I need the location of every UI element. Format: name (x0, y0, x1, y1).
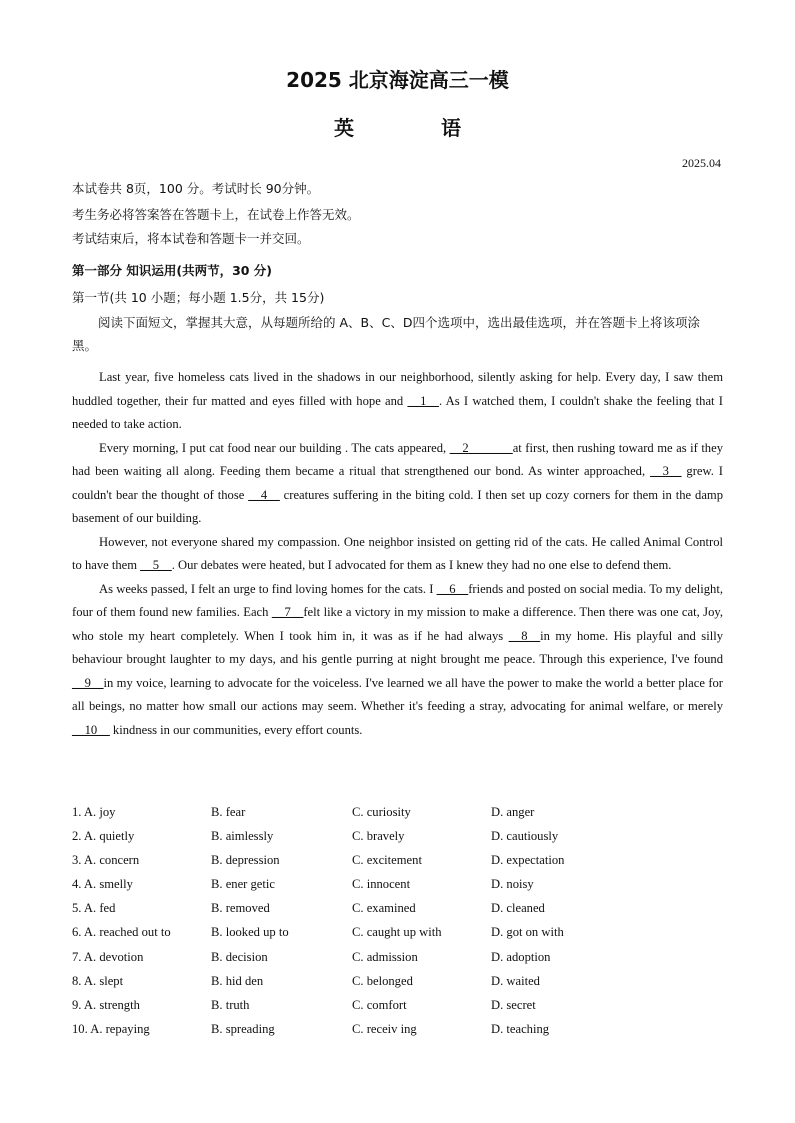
option-c: C. comfort (352, 997, 407, 1012)
question-options (72, 829, 723, 853)
instructions: 阅读下面短文，掌握其大意，从每题所给的 A、B、C、D四个选项中，选出最佳选项，并在答题卡上将该项涂黑。 (72, 315, 700, 353)
option-b: B. removed (211, 901, 270, 916)
option-c: C. receiv ing (352, 1021, 417, 1036)
blank-8: __8__ (508, 628, 541, 643)
option-a: 4. A. smelly (72, 877, 133, 892)
passage-paragraph: However, not everyone shared my compassion. One neighbor insisted on getting rid of the cats. He called Animal Control to have them __5__. Our debates were heated, but I advocated for them as I knew they had no one else to defend them. (72, 534, 723, 572)
option-b: B. looked up to (211, 925, 289, 940)
answer-options (72, 805, 723, 1046)
option-d: D. secret (491, 997, 536, 1012)
question-options (72, 998, 723, 1022)
option-d: D. cautiously (491, 829, 559, 844)
option-c: C. bravely (352, 829, 405, 844)
blank-2: __2_______ (449, 440, 513, 455)
blank-7: __7__ (271, 605, 304, 619)
option-b: B. hid den (211, 973, 264, 988)
option-c: C. admission (352, 949, 418, 964)
option-a: 3. A. concern (72, 853, 140, 868)
question-options (72, 950, 723, 974)
question-options (72, 853, 723, 877)
option-d: D. cleaned (491, 901, 545, 916)
option-d: D. waited (491, 973, 540, 988)
cloze-passage (72, 366, 723, 742)
option-b: B. spreading (211, 1021, 275, 1036)
option-a: 5. A. fed (72, 901, 116, 916)
option-b: B. aimlessly (211, 829, 274, 844)
exam-note-1: 本试卷共 8页，100 分。考试时长 90分钟。 (72, 181, 320, 196)
subject-title: 英 语 (334, 116, 501, 140)
option-b: B. decision (211, 949, 268, 964)
exam-title: 2025 北京海淀高三一模 (286, 68, 509, 92)
option-a: 1. A. joy (72, 805, 116, 819)
exam-note-2: 考生务必将答案答在答题卡上，在试卷上作答无效。 (72, 207, 360, 222)
option-b: B. ener getic (211, 877, 275, 892)
option-a: 2. A. quietly (72, 829, 135, 844)
blank-10: __10__ (72, 722, 110, 737)
option-c: C. innocent (352, 877, 411, 892)
blank-5: __5__ (140, 558, 172, 572)
option-d: D. teaching (491, 1021, 550, 1036)
question-options (72, 925, 723, 949)
passage-paragraph: Last year, five homeless cats lived in the shadows in our neighborhood, silently asking for help. Every day, I saw them huddled together, their fur matted and eyes filled with hope and __1__. As I watched them, I couldn't shake the feeling that I needed to take action. (72, 370, 723, 431)
option-c: C. excitement (352, 853, 422, 868)
option-b: B. truth (211, 997, 250, 1012)
blank-6: __6__ (436, 581, 469, 596)
blank-4: __4__ (248, 487, 280, 502)
option-c: C. caught up with (352, 925, 442, 940)
question-options (72, 877, 723, 901)
option-d: D. got on with (491, 925, 564, 940)
option-a: 10. A. repaying (72, 1021, 150, 1036)
option-a: 7. A. devotion (72, 949, 144, 964)
option-b: B. depression (211, 853, 280, 868)
option-d: D. anger (491, 805, 535, 819)
option-a: 9. A. strength (72, 997, 140, 1012)
option-b: B. fear (211, 805, 246, 819)
exam-date: 2025.04 (682, 156, 721, 170)
question-options (72, 1022, 723, 1046)
question-options (72, 901, 723, 925)
option-d: D. adoption (491, 949, 551, 964)
option-a: 6. A. reached out to (72, 925, 171, 940)
part-heading: 第一部分 知识运用(共两节，30 分) (72, 263, 273, 278)
blank-1: __1__ (407, 393, 439, 408)
option-d: D. noisy (491, 877, 534, 892)
option-a: 8. A. slept (72, 973, 124, 988)
blank-9: __9__ (72, 675, 104, 690)
blank-3: __3__ (650, 464, 682, 478)
question-options (72, 974, 723, 998)
exam-note-3: 考试结束后，将本试卷和答题卡一并交回。 (72, 231, 310, 246)
option-c: C. curiosity (352, 805, 411, 819)
option-d: D. expectation (491, 853, 565, 868)
passage-paragraph: As weeks passed, I felt an urge to find loving homes for the cats. I __6__friends and posted on social media. To my delight, four of them found new families. Each __7__felt like a victory in my mission to make a difference. Then there was one cat, Joy, who stole my heart completely. When I took him in, it was as if he had always __8__in my home. His playful and silly behaviour brought laughter to my days, and his gentle purring at night brought me peace. Through this experience, I've found __9__in my voice, learning to advocate for the voiceless. I've learned we all have the power to make the world a better place for all beings, no matter how small our actions may seem. Whether it's feeding a stray, advocating for animal welfare, or merely __10__ kindness in our communities, every effort counts. (72, 581, 723, 737)
section-heading: 第一节(共 10 小题；每小题 1.5分，共 15分) (72, 290, 325, 305)
passage-paragraph: Every morning, I put cat food near our building . The cats appeared, __2_______at first, then rushing toward me as if they had been waiting all along. Feeding them became a ritual that strengthened our bond. As winter approached, __3__ grew. I couldn't bear the thought of those __4__ creatures suffering in the biting cold. I then set up cozy corners for them in the damp basement of our building. (72, 440, 724, 525)
option-c: C. examined (352, 901, 416, 916)
option-c: C. belonged (352, 973, 413, 988)
question-options (72, 805, 723, 829)
